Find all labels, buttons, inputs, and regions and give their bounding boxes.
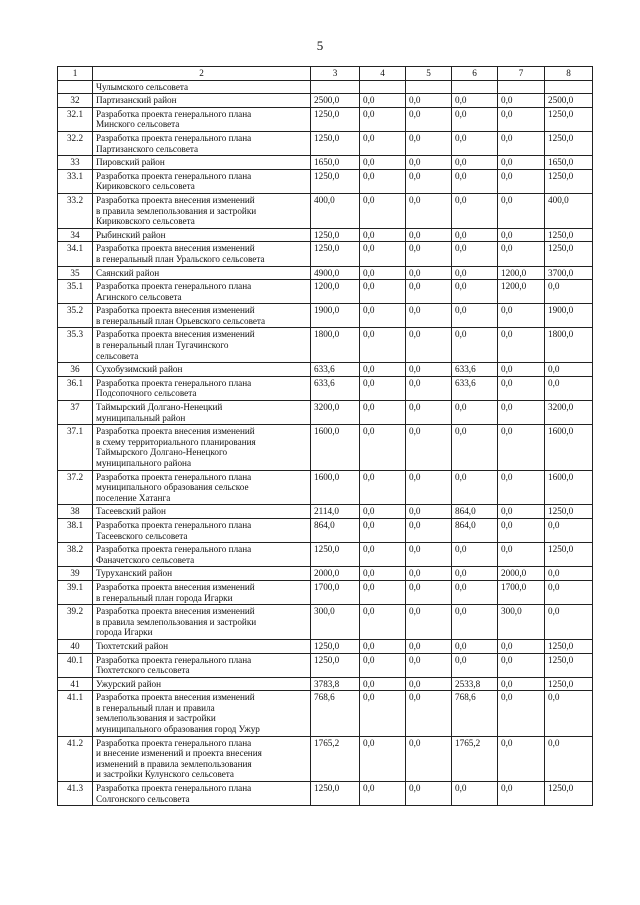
value-col-6: 864,0	[452, 518, 498, 542]
value-col-4: 0,0	[360, 401, 406, 425]
row-description: Разработка проекта генерального плана муниципального образования сельское поселение Хатанга	[93, 470, 311, 505]
table-row	[58, 228, 593, 242]
value-col-6: 633,6	[452, 363, 498, 377]
value-col-4: 0,0	[360, 505, 406, 519]
value-col-6: 0,0	[452, 156, 498, 170]
table-row	[58, 363, 593, 377]
row-description: Разработка проекта внесения изменений в генеральный план Орьевского сельсовета	[93, 304, 311, 328]
value-col-6: 633,6	[452, 376, 498, 400]
value-col-6: 0,0	[452, 107, 498, 131]
value-col-4: 0,0	[360, 736, 406, 781]
value-col-5: 0,0	[406, 677, 452, 691]
row-description: Разработка проекта внесения изменений в схему территориального планирования Таймырского Долгано-Ненецкого муниципального района	[93, 425, 311, 470]
row-description: Тасеевский район	[93, 505, 311, 519]
value-col-4	[360, 80, 406, 94]
table-row	[58, 605, 593, 640]
row-number: 39.1	[58, 580, 93, 604]
value-col-8: 0,0	[545, 518, 593, 542]
value-col-5: 0,0	[406, 543, 452, 567]
value-col-3: 1600,0	[311, 470, 360, 505]
table-row	[58, 639, 593, 653]
value-col-6: 0,0	[452, 425, 498, 470]
column-header: 7	[498, 67, 545, 81]
row-number: 35.1	[58, 280, 93, 304]
value-col-6: 0,0	[452, 653, 498, 677]
value-col-7: 0,0	[498, 169, 545, 193]
row-description: Партизанский район	[93, 94, 311, 108]
value-col-8: 0,0	[545, 567, 593, 581]
value-col-8: 2500,0	[545, 94, 593, 108]
value-col-7: 0,0	[498, 691, 545, 736]
row-number: 37	[58, 401, 93, 425]
value-col-7: 0,0	[498, 131, 545, 155]
value-col-5: 0,0	[406, 639, 452, 653]
value-col-6: 0,0	[452, 228, 498, 242]
table-row	[58, 505, 593, 519]
value-col-8: 1250,0	[545, 639, 593, 653]
value-col-8: 1250,0	[545, 131, 593, 155]
value-col-3: 1250,0	[311, 131, 360, 155]
row-number: 38.1	[58, 518, 93, 542]
value-col-4: 0,0	[360, 518, 406, 542]
value-col-4: 0,0	[360, 242, 406, 266]
value-col-6: 0,0	[452, 782, 498, 806]
value-col-8: 1600,0	[545, 470, 593, 505]
value-col-6: 1765,2	[452, 736, 498, 781]
value-col-5: 0,0	[406, 505, 452, 519]
table-row	[58, 94, 593, 108]
value-col-7: 0,0	[498, 425, 545, 470]
value-col-8: 1250,0	[545, 505, 593, 519]
row-number: 34.1	[58, 242, 93, 266]
value-col-3: 1250,0	[311, 228, 360, 242]
table-row	[58, 131, 593, 155]
table-row	[58, 242, 593, 266]
column-header: 8	[545, 67, 593, 81]
value-col-3: 633,6	[311, 376, 360, 400]
value-col-3: 300,0	[311, 605, 360, 640]
row-number: 39.2	[58, 605, 93, 640]
value-col-3: 1250,0	[311, 653, 360, 677]
value-col-6: 0,0	[452, 639, 498, 653]
value-col-6: 0,0	[452, 266, 498, 280]
row-description: Рыбинский район	[93, 228, 311, 242]
value-col-6: 2533,8	[452, 677, 498, 691]
row-description: Разработка проекта генерального плана Партизанского сельсовета	[93, 131, 311, 155]
table-row	[58, 782, 593, 806]
value-col-5: 0,0	[406, 363, 452, 377]
value-col-5: 0,0	[406, 242, 452, 266]
value-col-4: 0,0	[360, 94, 406, 108]
value-col-8: 1650,0	[545, 156, 593, 170]
value-col-7: 0,0	[498, 639, 545, 653]
value-col-5: 0,0	[406, 653, 452, 677]
value-col-3: 633,6	[311, 363, 360, 377]
row-number: 38	[58, 505, 93, 519]
value-col-7: 0,0	[498, 401, 545, 425]
value-col-7: 0,0	[498, 156, 545, 170]
value-col-3: 2500,0	[311, 94, 360, 108]
table-row	[58, 193, 593, 228]
value-col-5: 0,0	[406, 425, 452, 470]
value-col-8: 0,0	[545, 376, 593, 400]
value-col-8: 0,0	[545, 363, 593, 377]
value-col-5: 0,0	[406, 736, 452, 781]
value-col-5	[406, 80, 452, 94]
value-col-8: 1250,0	[545, 543, 593, 567]
value-col-3: 3200,0	[311, 401, 360, 425]
value-col-8: 3700,0	[545, 266, 593, 280]
value-col-3: 1700,0	[311, 580, 360, 604]
value-col-4: 0,0	[360, 425, 406, 470]
value-col-5: 0,0	[406, 280, 452, 304]
value-col-4: 0,0	[360, 567, 406, 581]
value-col-4: 0,0	[360, 677, 406, 691]
value-col-5: 0,0	[406, 328, 452, 363]
value-col-5: 0,0	[406, 691, 452, 736]
value-col-8: 1250,0	[545, 169, 593, 193]
table-row	[58, 304, 593, 328]
row-description: Ужурский район	[93, 677, 311, 691]
value-col-6: 0,0	[452, 131, 498, 155]
value-col-4: 0,0	[360, 470, 406, 505]
row-description: Чулымского сельсовета	[93, 80, 311, 94]
value-col-5: 0,0	[406, 169, 452, 193]
row-number: 32.2	[58, 131, 93, 155]
value-col-7: 0,0	[498, 677, 545, 691]
value-col-8: 1250,0	[545, 677, 593, 691]
row-description: Разработка проекта генерального плана Тасеевского сельсовета	[93, 518, 311, 542]
value-col-4: 0,0	[360, 193, 406, 228]
table-header-row	[58, 67, 593, 81]
value-col-4: 0,0	[360, 376, 406, 400]
value-col-7: 0,0	[498, 193, 545, 228]
row-number: 33.1	[58, 169, 93, 193]
row-number: 36	[58, 363, 93, 377]
value-col-3: 3783,8	[311, 677, 360, 691]
row-description: Разработка проекта внесения изменений в генеральный план Уральского сельсовета	[93, 242, 311, 266]
table-row	[58, 518, 593, 542]
value-col-4: 0,0	[360, 156, 406, 170]
row-description: Разработка проекта внесения изменений в генеральный план и правила землепользования и застройки муниципального образования город Ужур	[93, 691, 311, 736]
value-col-5: 0,0	[406, 401, 452, 425]
value-col-7: 0,0	[498, 470, 545, 505]
row-number: 41.2	[58, 736, 93, 781]
value-col-7: 2000,0	[498, 567, 545, 581]
row-number: 34	[58, 228, 93, 242]
value-col-8: 1250,0	[545, 228, 593, 242]
value-col-6: 0,0	[452, 304, 498, 328]
value-col-3	[311, 80, 360, 94]
value-col-7: 0,0	[498, 107, 545, 131]
table-row	[58, 736, 593, 781]
value-col-4: 0,0	[360, 328, 406, 363]
value-col-7: 1700,0	[498, 580, 545, 604]
value-col-5: 0,0	[406, 304, 452, 328]
row-number: 36.1	[58, 376, 93, 400]
value-col-6: 0,0	[452, 169, 498, 193]
row-description: Разработка проекта внесения изменений в генеральный план города Игарки	[93, 580, 311, 604]
value-col-3: 1600,0	[311, 425, 360, 470]
value-col-4: 0,0	[360, 605, 406, 640]
table-row	[58, 580, 593, 604]
funding-table	[57, 66, 593, 806]
table-row	[58, 156, 593, 170]
value-col-5: 0,0	[406, 605, 452, 640]
value-col-5: 0,0	[406, 782, 452, 806]
value-col-7: 0,0	[498, 543, 545, 567]
value-col-7: 0,0	[498, 363, 545, 377]
value-col-7	[498, 80, 545, 94]
table-row	[58, 280, 593, 304]
value-col-8: 1250,0	[545, 653, 593, 677]
row-number: 32.1	[58, 107, 93, 131]
value-col-5: 0,0	[406, 94, 452, 108]
value-col-7: 0,0	[498, 242, 545, 266]
value-col-6: 0,0	[452, 401, 498, 425]
value-col-3: 768,6	[311, 691, 360, 736]
row-description: Пировский район	[93, 156, 311, 170]
value-col-8: 1600,0	[545, 425, 593, 470]
table-row	[58, 543, 593, 567]
value-col-4: 0,0	[360, 639, 406, 653]
value-col-4: 0,0	[360, 691, 406, 736]
row-number: 37.1	[58, 425, 93, 470]
row-description: Разработка проекта внесения изменений в правила землепользования и застройки города Игарки	[93, 605, 311, 640]
row-number: 32	[58, 94, 93, 108]
value-col-4: 0,0	[360, 304, 406, 328]
row-number: 39	[58, 567, 93, 581]
value-col-7: 0,0	[498, 376, 545, 400]
value-col-4: 0,0	[360, 543, 406, 567]
value-col-8: 0,0	[545, 580, 593, 604]
row-description: Разработка проекта генерального плана Тюхтетского сельсовета	[93, 653, 311, 677]
row-number: 35.3	[58, 328, 93, 363]
value-col-8: 1250,0	[545, 782, 593, 806]
value-col-3: 1900,0	[311, 304, 360, 328]
value-col-4: 0,0	[360, 363, 406, 377]
value-col-8: 1900,0	[545, 304, 593, 328]
value-col-4: 0,0	[360, 107, 406, 131]
table-row	[58, 691, 593, 736]
table-row	[58, 328, 593, 363]
row-number	[58, 80, 93, 94]
table-row	[58, 266, 593, 280]
row-number: 40.1	[58, 653, 93, 677]
table-row	[58, 80, 593, 94]
row-description: Разработка проекта генерального плана Минского сельсовета	[93, 107, 311, 131]
table-row	[58, 376, 593, 400]
row-description: Разработка проекта генерального плана Фаначетского сельсовета	[93, 543, 311, 567]
row-description: Саянский район	[93, 266, 311, 280]
value-col-8: 0,0	[545, 691, 593, 736]
value-col-6: 0,0	[452, 567, 498, 581]
value-col-7: 0,0	[498, 518, 545, 542]
value-col-6: 768,6	[452, 691, 498, 736]
row-description: Разработка проекта генерального плана Агинского сельсовета	[93, 280, 311, 304]
value-col-8: 0,0	[545, 280, 593, 304]
row-description: Разработка проекта генерального плана Подсопочного сельсовета	[93, 376, 311, 400]
value-col-8: 400,0	[545, 193, 593, 228]
row-number: 41.3	[58, 782, 93, 806]
column-header: 2	[93, 67, 311, 81]
column-header: 3	[311, 67, 360, 81]
value-col-5: 0,0	[406, 193, 452, 228]
value-col-5: 0,0	[406, 470, 452, 505]
row-description: Разработка проекта генерального плана Солгонского сельсовета	[93, 782, 311, 806]
value-col-6: 0,0	[452, 605, 498, 640]
row-number: 35.2	[58, 304, 93, 328]
value-col-6: 0,0	[452, 280, 498, 304]
value-col-4: 0,0	[360, 280, 406, 304]
row-number: 37.2	[58, 470, 93, 505]
value-col-7: 1200,0	[498, 266, 545, 280]
table-row	[58, 169, 593, 193]
value-col-8	[545, 80, 593, 94]
row-description: Разработка проекта генерального плана Кириковского сельсовета	[93, 169, 311, 193]
value-col-5: 0,0	[406, 156, 452, 170]
value-col-4: 0,0	[360, 580, 406, 604]
value-col-6: 0,0	[452, 470, 498, 505]
value-col-7: 0,0	[498, 304, 545, 328]
column-header: 6	[452, 67, 498, 81]
value-col-8: 3200,0	[545, 401, 593, 425]
value-col-7: 0,0	[498, 782, 545, 806]
row-description: Разработка проекта внесения изменений в генеральный план Тугачинского сельсовета	[93, 328, 311, 363]
table-row	[58, 677, 593, 691]
value-col-8: 0,0	[545, 605, 593, 640]
value-col-4: 0,0	[360, 653, 406, 677]
row-number: 40	[58, 639, 93, 653]
value-col-3: 1250,0	[311, 782, 360, 806]
value-col-6: 864,0	[452, 505, 498, 519]
row-description: Разработка проекта внесения изменений в правила землепользования и застройки Кириковского сельсовета	[93, 193, 311, 228]
value-col-3: 4900,0	[311, 266, 360, 280]
row-description: Туруханский район	[93, 567, 311, 581]
table-row	[58, 401, 593, 425]
page-number: 5	[316, 38, 324, 53]
value-col-3: 1765,2	[311, 736, 360, 781]
value-col-3: 864,0	[311, 518, 360, 542]
value-col-3: 1250,0	[311, 242, 360, 266]
value-col-5: 0,0	[406, 518, 452, 542]
value-col-4: 0,0	[360, 782, 406, 806]
value-col-6: 0,0	[452, 193, 498, 228]
table-row	[58, 425, 593, 470]
value-col-7: 0,0	[498, 228, 545, 242]
row-description: Таймырский Долгано-Ненецкий муниципальный район	[93, 401, 311, 425]
value-col-3: 1200,0	[311, 280, 360, 304]
value-col-5: 0,0	[406, 228, 452, 242]
value-col-8: 1800,0	[545, 328, 593, 363]
value-col-7: 300,0	[498, 605, 545, 640]
value-col-6: 0,0	[452, 328, 498, 363]
value-col-8: 1250,0	[545, 107, 593, 131]
table-row	[58, 470, 593, 505]
row-description: Тюхтетский район	[93, 639, 311, 653]
value-col-5: 0,0	[406, 567, 452, 581]
value-col-6	[452, 80, 498, 94]
table-row	[58, 567, 593, 581]
value-col-3: 1650,0	[311, 156, 360, 170]
value-col-6: 0,0	[452, 242, 498, 266]
value-col-7: 1200,0	[498, 280, 545, 304]
row-description: Сухобузимский район	[93, 363, 311, 377]
value-col-5: 0,0	[406, 107, 452, 131]
value-col-5: 0,0	[406, 376, 452, 400]
value-col-4: 0,0	[360, 131, 406, 155]
value-col-6: 0,0	[452, 580, 498, 604]
column-header: 1	[58, 67, 93, 81]
row-number: 41.1	[58, 691, 93, 736]
row-number: 38.2	[58, 543, 93, 567]
value-col-5: 0,0	[406, 266, 452, 280]
value-col-4: 0,0	[360, 169, 406, 193]
value-col-5: 0,0	[406, 580, 452, 604]
value-col-8: 0,0	[545, 736, 593, 781]
value-col-3: 1800,0	[311, 328, 360, 363]
table-body	[58, 80, 593, 806]
value-col-5: 0,0	[406, 131, 452, 155]
value-col-7: 0,0	[498, 505, 545, 519]
row-number: 41	[58, 677, 93, 691]
column-header: 4	[360, 67, 406, 81]
value-col-3: 400,0	[311, 193, 360, 228]
row-number: 33.2	[58, 193, 93, 228]
value-col-3: 1250,0	[311, 169, 360, 193]
row-number: 35	[58, 266, 93, 280]
value-col-3: 1250,0	[311, 107, 360, 131]
value-col-7: 0,0	[498, 736, 545, 781]
value-col-7: 0,0	[498, 653, 545, 677]
value-col-4: 0,0	[360, 228, 406, 242]
column-header: 5	[406, 67, 452, 81]
row-description: Разработка проекта генерального плана и внесение изменений и проекта внесения изменений в правила землепользования и застройки Кулунского сельсовета	[93, 736, 311, 781]
value-col-4: 0,0	[360, 266, 406, 280]
value-col-8: 1250,0	[545, 242, 593, 266]
row-number: 33	[58, 156, 93, 170]
value-col-7: 0,0	[498, 328, 545, 363]
value-col-6: 0,0	[452, 94, 498, 108]
value-col-7: 0,0	[498, 94, 545, 108]
value-col-3: 2000,0	[311, 567, 360, 581]
value-col-3: 1250,0	[311, 639, 360, 653]
value-col-6: 0,0	[452, 543, 498, 567]
table-row	[58, 653, 593, 677]
value-col-3: 1250,0	[311, 543, 360, 567]
value-col-3: 2114,0	[311, 505, 360, 519]
table-row	[58, 107, 593, 131]
